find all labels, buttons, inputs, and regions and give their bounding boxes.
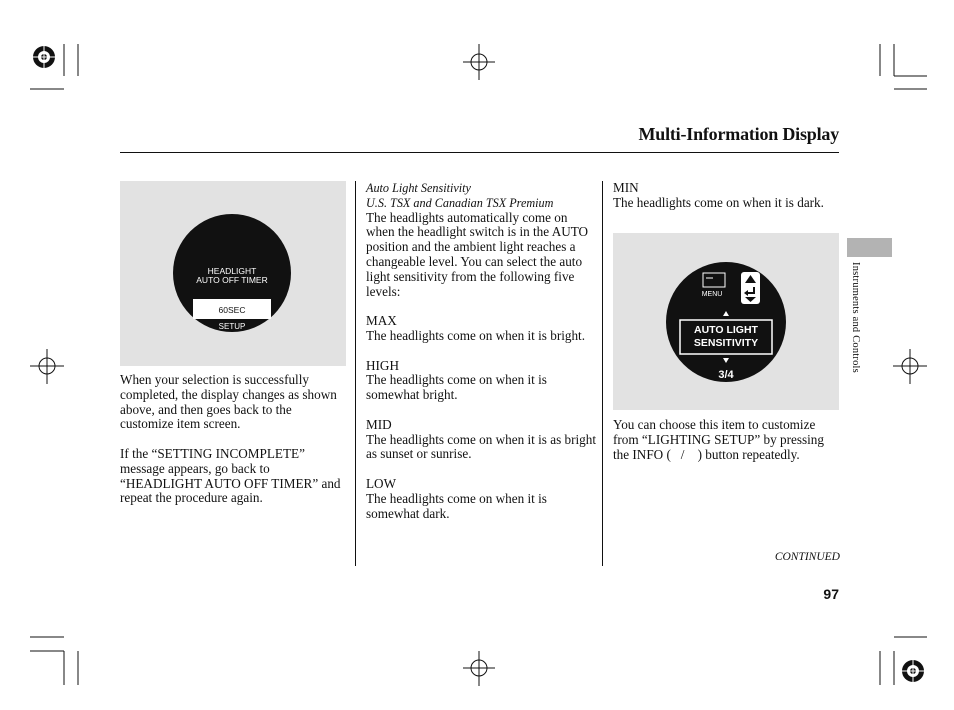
crosshair-left-icon [30,349,64,384]
level-max-name: MAX [366,313,397,329]
display-screen-timer [120,181,346,366]
column-divider-1 [355,181,356,566]
level-mid-name: MID [366,416,392,432]
display-value: 60SEC [218,305,246,315]
incomplete-paragraph: If the “SETTING INCOMPLETE” message appears, go back to “HEADLIGHT AUTO OFF TIMER” and repeat the procedure again. [120,445,341,506]
title-rule [120,152,839,153]
intro-paragraph: The headlights automatically come on when the headlight switch is in the AUTO position and the ambient light reaches a changeable level. You can select the auto light sensitivity from the following five levels: [366,209,589,299]
level-low-name: LOW [366,475,397,491]
level-high-desc: The headlights come on when it is somewhat bright. [366,372,547,403]
crosshair-bottom-icon [463,651,495,686]
section-subheading: U.S. TSX and Canadian TSX Premium [366,195,554,210]
crosshair-right-icon [893,349,927,384]
display-line-2: SENSITIVITY [693,337,759,349]
level-max-desc: The headlights come on when it is bright. [366,327,586,343]
display-line-1: HEADLIGHT [207,266,257,276]
display-menu-label: MENU [701,291,723,298]
level-high-name: HIGH [366,357,399,373]
column-divider-2 [602,181,603,566]
display-setup: SETUP [218,322,246,331]
display-illustration-timer [120,181,346,366]
right-column-bottom-text [613,418,837,462]
page-title: Multi-Information Display [638,124,839,144]
completion-paragraph: When your selection is successfully completed, the display changes as shown above, and then goes back to the customize item screen. [120,372,337,432]
level-min-name: MIN [613,180,639,195]
rosette-top-left-icon [31,44,57,70]
section-label: Instruments and Controls [850,262,861,373]
crosshair-top-icon [463,44,495,80]
display-page-indicator: 3/4 [718,369,734,381]
continued-label: CONTINUED [774,551,840,563]
display-line-1: AUTO LIGHT [694,324,758,336]
up-down-arrows-icon [741,272,760,304]
lighting-setup-paragraph: You can choose this item to customize from “LIGHTING SETUP” by pressing the INFO ( / ) button repeatedly. [613,417,824,462]
right-column-top-text [613,181,839,211]
rosette-bottom-right-icon [900,658,926,684]
level-mid-desc: The headlights come on when it is as bright as sunset or sunrise. [366,431,597,462]
display-line-2: AUTO OFF TIMER [196,275,268,285]
left-column-text [120,373,348,506]
display-illustration-sensitivity [613,233,839,410]
level-low-desc: The headlights come on when it is somewhat dark. [366,490,547,521]
section-tab [847,238,892,257]
display-screen-sensitivity [613,233,839,410]
level-min-desc: The headlights come on when it is dark. [613,194,824,210]
page-number: 97 [823,586,839,602]
middle-column-text [366,181,598,521]
section-heading: Auto Light Sensitivity [366,181,471,195]
